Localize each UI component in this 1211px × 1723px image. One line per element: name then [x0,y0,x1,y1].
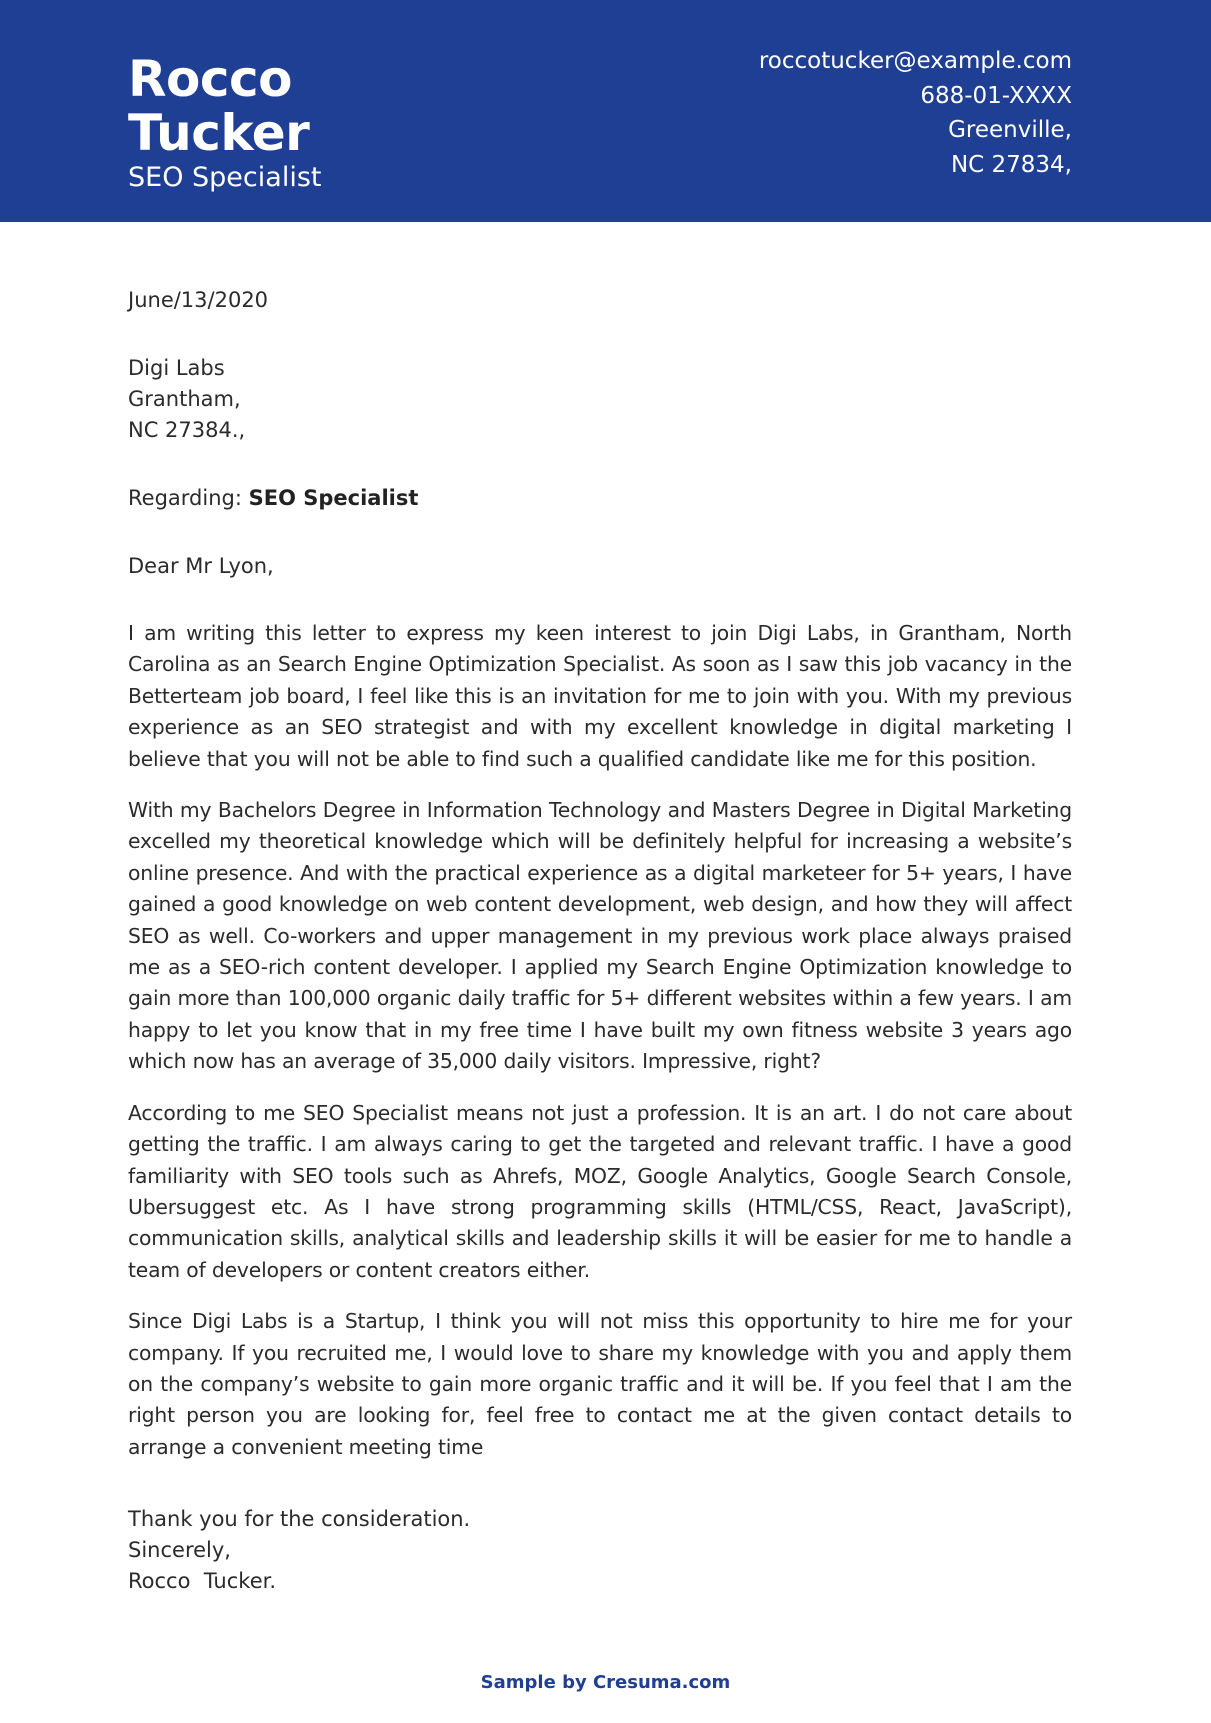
recipient-address [128,353,1072,446]
paragraph: I am writing this letter to express my keen interest to join Digi Labs, in Grantham, North Carolina as an Search Engine Optimization Specialist. As soon as I saw this job vacancy in the Betterteam job board, I feel like this is an invitation for me to join with you. With my previous experience as an SEO strategist and with my excellent knowledge in digital marketing I believe that you will not be able to find such a qualified candidate like me for this position. [128,621,1072,771]
sign-off: Sincerely, [128,1538,231,1563]
state-zip: NC 27834, [950,151,1072,178]
regarding-line [128,483,1072,514]
paragraph: Since Digi Labs is a Startup, I think you will not miss this opportunity to hire me for your company. If you recruited me, I would love to share my knowledge with you and apply them on the company’s website to gain more organic traffic and it will be. If you feel that I am the right person you are looking for, feel free to contact me at the given contact details to arrange a convenient meeting time [128,1309,1072,1459]
last-name: Tucker [128,104,310,162]
letter-date: June/13/2020 [128,288,269,312]
name-block [128,52,321,194]
regarding-value: SEO Specialist [248,486,419,510]
thanks-line: Thank you for the consideration. [128,1507,471,1532]
paragraph: With my Bachelors Degree in Information Technology and Masters Degree in Digital Marketing excelled my theoretical knowledge which will be definitely helpful for increasing a website’s online presence. And with the practical experience as a digital marketeer for 5+ years, I have gained a good knowledge on web content development, web design, and how they will affect SEO as well. Co-workers and upper management in my previous work place always praised me as a SEO-rich content developer. I applied my Search Engine Optimization knowledge to gain more than 100,000 organic daily traffic for 5+ different websites within a few years. I am happy to let you know that in my free time I have built my own fitness website 3 years ago which now has an average of 35,000 daily visitors. Impressive, right? [128,798,1072,1074]
recipient-city: Grantham, [128,387,241,411]
first-name: Rocco [128,50,292,108]
signature-name: Rocco Tucker. [128,1569,276,1594]
city: Greenville, [948,117,1072,143]
contact-info [759,44,1072,182]
header-banner [0,0,1211,222]
recipient-state-zip: NC 27384., [128,418,246,442]
job-title: SEO Specialist [128,162,322,193]
phone: 688-01-XXXX [920,82,1072,109]
footer-credit: Sample by Cresuma.com [480,1672,731,1693]
recipient-company: Digi Labs [128,356,225,380]
regarding-label: Regarding: [128,486,242,510]
salutation: Dear Mr Lyon, [128,554,274,578]
closing-block [128,1504,1072,1597]
paragraph: According to me SEO Specialist means not just a profession. It is an art. I do not care about getting the traffic. I am always caring to get the targeted and relevant traffic. I have a good familiarity with SEO tools such as Ahrefs, MOZ, Google Analytics, Google Search Console, Ubersuggest etc. As I have strong programming skills (HTML/CSS, React, JavaScript), communication skills, analytical skills and leadership skills it will be easier for me to handle a team of developers or content creators either. [128,1100,1072,1282]
email: roccotucker@example.com [758,48,1072,74]
letter-body [128,285,1072,1597]
